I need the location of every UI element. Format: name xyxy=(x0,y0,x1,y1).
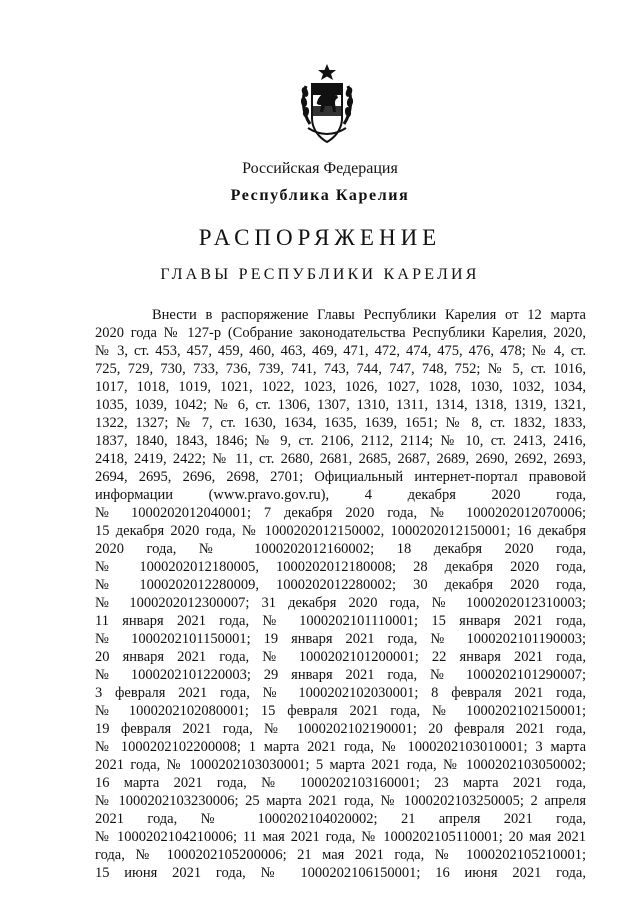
body-text-line: информации (www.pravo.gov.ru), 4 декабря 2020 года, xyxy=(95,487,586,503)
document-type-title: РАСПОРЯЖЕНИЕ xyxy=(198,225,442,250)
body-text-line: 19 февраля 2021 года, № 1000202102190001; 20 февраля 2021 года, xyxy=(95,721,586,737)
body-text-line: 2020 года № 127-р (Собрание законодательства Республики Карелия, 2020, xyxy=(95,325,586,341)
body-text-line: 2418, 2419, 2422; № 11, ст. 2680, 2681, 2685, 2687, 2689, 2690, 2692, 2693, xyxy=(95,451,586,467)
body-text-line: 1017, 1018, 1019, 1021, 1022, 1023, 1026, 1027, 1028, 1030, 1032, 1034, xyxy=(95,379,586,395)
republic-name: Республика Карелия xyxy=(230,187,410,204)
body-text-line: № 1000202104210006; 11 мая 2021 года, № 1000202105110001; 20 мая 2021 xyxy=(95,829,586,845)
body-text-line: Внести в распоряжение Главы Республики Карелия от 12 марта xyxy=(152,307,586,323)
body-text-line: 1035, 1039, 1042; № 6, ст. 1306, 1307, 1310, 1311, 1314, 1318, 1319, 1321, xyxy=(95,397,586,413)
body-text-line: 2021 года, № 1000202103030001; 5 марта 2021 года, № 1000202103050002; xyxy=(95,757,586,773)
document-issuer: ГЛАВЫ РЕСПУБЛИКИ КАРЕЛИЯ xyxy=(160,266,480,283)
karelia-coat-of-arms-icon xyxy=(300,62,354,148)
country-name: Российская Федерация xyxy=(242,160,398,177)
body-text-line: № 1000202012040001; 7 декабря 2020 года, № 1000202012070006; xyxy=(95,505,586,521)
body-text-line: № 1000202012180005, 1000202012180008; 28 декабря 2020 года, xyxy=(95,559,586,575)
body-text-line: 16 марта 2021 года, № 1000202103160001; 23 марта 2021 года, xyxy=(95,775,586,791)
body-text-line: 11 января 2021 года, № 1000202101110001; 15 января 2021 года, xyxy=(95,613,586,629)
body-text-line: 2694, 2695, 2696, 2698, 2701; Официальный интернет-портал правовой xyxy=(95,469,586,485)
body-text-line: 3 февраля 2021 года, № 1000202102030001; 8 февраля 2021 года, xyxy=(95,685,586,701)
document-body xyxy=(95,306,586,882)
body-text-line: 1837, 1840, 1843, 1846; № 9, ст. 2106, 2112, 2114; № 10, ст. 2413, 2416, xyxy=(95,433,586,449)
body-text-line: 15 декабря 2020 года, № 1000202012150002, 1000202012150001; 16 декабря xyxy=(95,523,586,539)
body-text-line: года, № 1000202105200006; 21 мая 2021 года, № 1000202105210001; xyxy=(95,847,586,863)
body-text-line: 2020 года, № 1000202012160002; 18 декабря 2020 года, xyxy=(95,541,586,557)
body-text-line: № 3, ст. 453, 457, 459, 460, 463, 469, 471, 472, 474, 475, 476, 478; № 4, ст. xyxy=(95,343,586,359)
body-text-line: № 1000202102200008; 1 марта 2021 года, № 1000202103010001; 3 марта xyxy=(95,739,586,755)
body-text-line: 20 января 2021 года, № 1000202101200001; 22 января 2021 года, xyxy=(95,649,586,665)
body-text-line: № 1000202012300007; 31 декабря 2020 года, № 1000202012310003; xyxy=(95,595,586,611)
body-text-line: № 1000202101150001; 19 января 2021 года, № 1000202101190003; xyxy=(95,631,586,647)
body-text-line: № 1000202103230006; 25 марта 2021 года, № 1000202103250005; 2 апреля xyxy=(95,793,586,809)
body-text-line: 2021 года, № 1000202104020002; 21 апреля 2021 года, xyxy=(95,811,586,827)
body-text-line: № 1000202102080001; 15 февраля 2021 года, № 1000202102150001; xyxy=(95,703,586,719)
body-text-line: № 1000202012280009, 1000202012280002; 30 декабря 2020 года, xyxy=(95,577,586,593)
body-text-line: 15 июня 2021 года, № 1000202106150001; 16 июня 2021 года, xyxy=(95,865,586,881)
body-text-line: № 1000202101220003; 29 января 2021 года, № 1000202101290007; xyxy=(95,667,586,683)
body-text-line: 725, 729, 730, 733, 736, 739, 741, 743, 744, 747, 748, 752; № 5, ст. 1016, xyxy=(95,361,586,377)
body-text-line: 1322, 1327; № 7, ст. 1630, 1634, 1635, 1639, 1651; № 8, ст. 1832, 1833, xyxy=(95,415,586,431)
